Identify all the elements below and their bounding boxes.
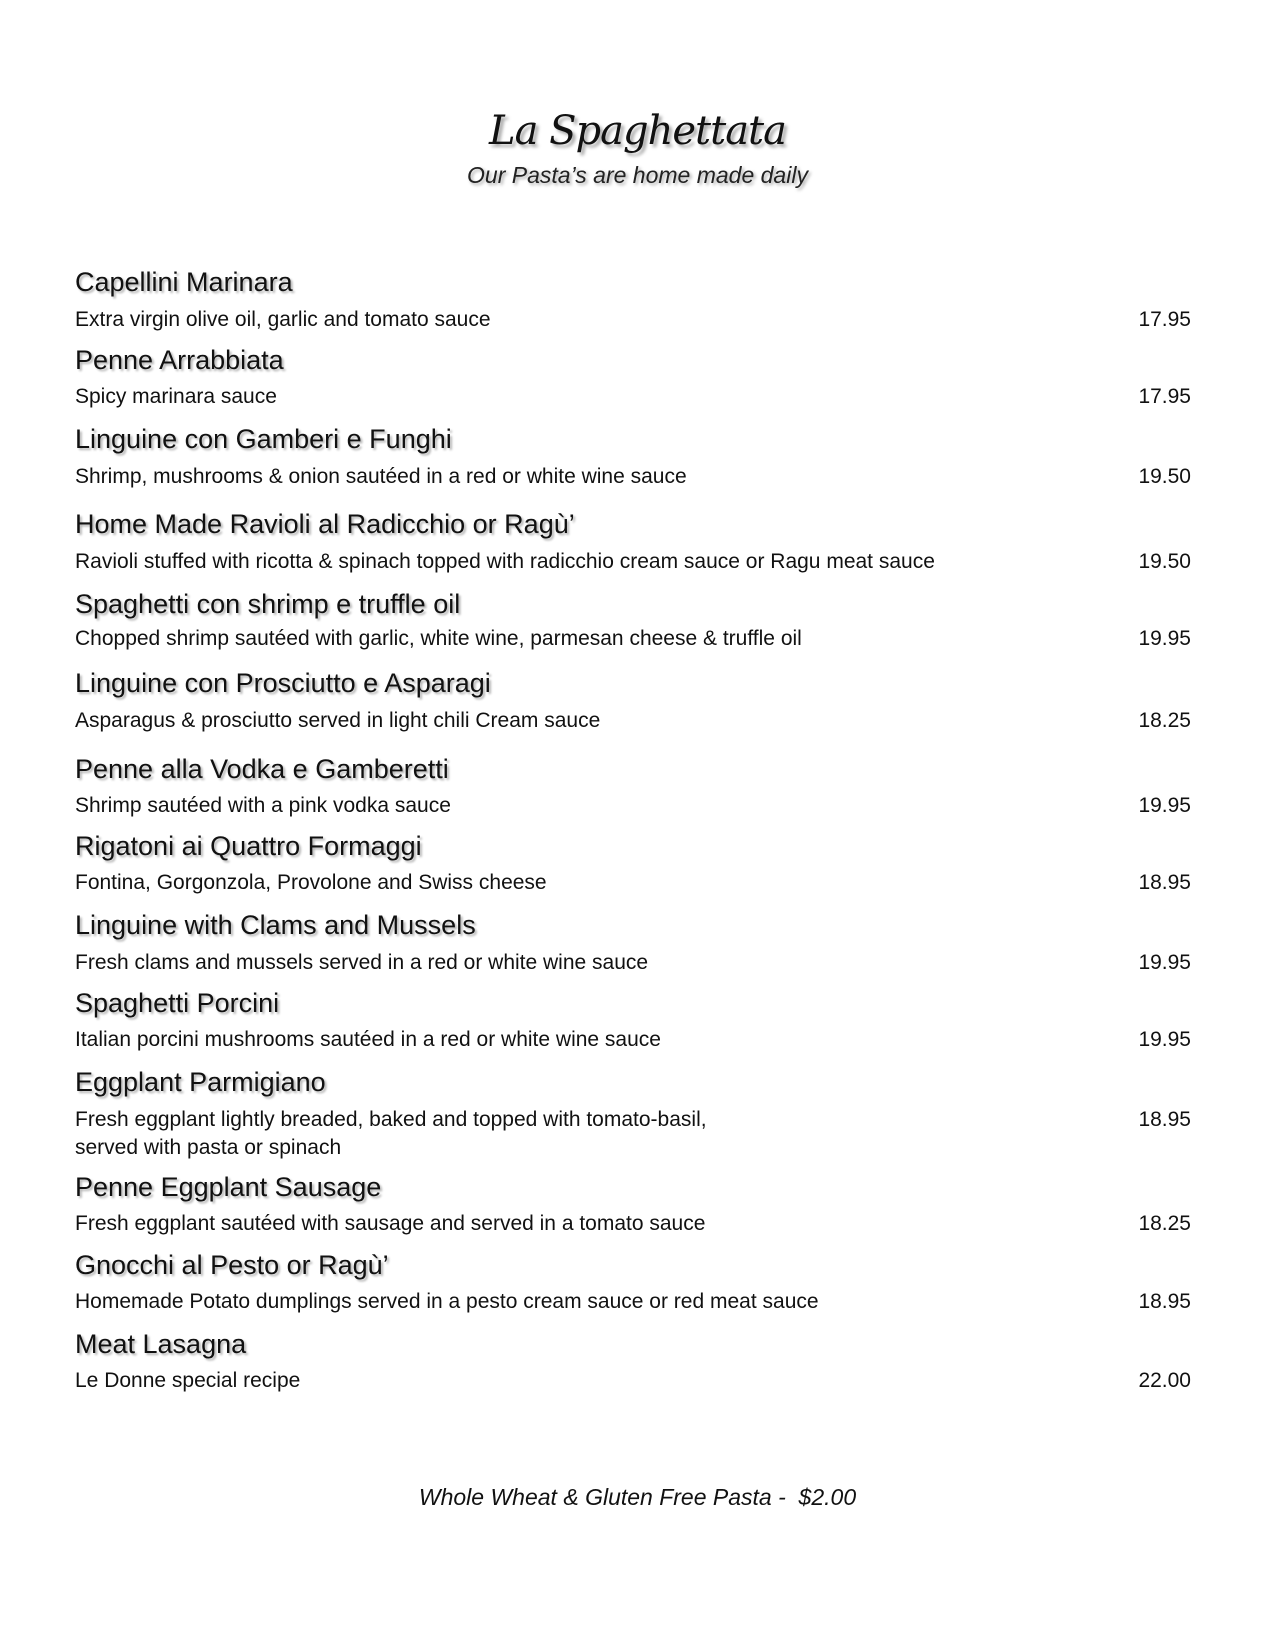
menu-item-name: Eggplant Parmigiano (75, 1067, 326, 1097)
menu-item-description: Fresh clams and mussels served in a red or white wine sauce (75, 951, 649, 974)
menu-item-name: Rigatoni ai Quattro Formaggi (75, 831, 422, 861)
menu-item-price: 22.00 (1138, 1369, 1191, 1392)
menu-item-name: Penne Eggplant Sausage (75, 1172, 382, 1202)
menu-item-description: Extra virgin olive oil, garlic and tomato sauce (75, 308, 491, 331)
menu-item-price: 19.95 (1138, 1028, 1191, 1051)
menu-item-price: 18.25 (1138, 709, 1191, 732)
menu-item-description: Shrimp sautéed with a pink vodka sauce (75, 794, 451, 817)
menu-item-price: 19.50 (1138, 465, 1191, 488)
menu-item-description: served with pasta or spinach (75, 1136, 342, 1159)
menu-item-price: 19.95 (1138, 951, 1191, 974)
menu-item-price: 18.95 (1138, 1290, 1191, 1313)
menu-item-name: Home Made Ravioli al Radicchio or Ragù’ (75, 509, 575, 539)
menu-item-name: Penne Arrabbiata (75, 345, 284, 375)
menu-item-price: 19.95 (1138, 794, 1191, 817)
menu-item-name: Meat Lasagna (75, 1329, 247, 1359)
menu-item-name: Linguine con Gamberi e Funghi (75, 424, 452, 454)
menu-item-description: Spicy marinara sauce (75, 385, 277, 408)
menu-item-name: Linguine con Prosciutto e Asparagi (75, 668, 491, 698)
menu-subtitle: Our Pasta’s are home made daily (467, 162, 808, 188)
menu-item-description: Fresh eggplant lightly breaded, baked and topped with tomato-basil, (75, 1108, 707, 1131)
menu-item-price: 17.95 (1138, 385, 1191, 408)
menu-item-price: 18.25 (1138, 1212, 1191, 1235)
menu-item-description: Fresh eggplant sautéed with sausage and served in a tomato sauce (75, 1212, 706, 1235)
menu-item-price: 18.95 (1138, 1108, 1191, 1131)
menu-item-name: Penne alla Vodka e Gamberetti (75, 754, 449, 784)
menu-item-description: Le Donne special recipe (75, 1369, 301, 1392)
menu-item-price: 17.95 (1138, 308, 1191, 331)
menu-item-name: Spaghetti Porcini (75, 988, 280, 1018)
menu-item-description: Fontina, Gorgonzola, Provolone and Swiss cheese (75, 871, 547, 894)
menu-item-description: Ravioli stuffed with ricotta & spinach topped with radicchio cream sauce or Ragu meat sauce (75, 550, 935, 573)
menu-item-name: Spaghetti con shrimp e truffle oil (75, 589, 461, 619)
menu-item-name: Linguine with Clams and Mussels (75, 910, 476, 940)
menu-item-price: 19.50 (1138, 550, 1191, 573)
footer-note: Whole Wheat & Gluten Free Pasta - $2.00 (418, 1484, 857, 1510)
menu-title: La Spaghettata (489, 108, 786, 154)
menu-item-description: Homemade Potato dumplings served in a pesto cream sauce or red meat sauce (75, 1290, 819, 1313)
menu-item-description: Asparagus & prosciutto served in light chili Cream sauce (75, 709, 601, 732)
menu-item-name: Gnocchi al Pesto or Ragù’ (75, 1250, 389, 1280)
menu-item-description: Shrimp, mushrooms & onion sautéed in a red or white wine sauce (75, 465, 687, 488)
menu-item-description: Chopped shrimp sautéed with garlic, white wine, parmesan cheese & truffle oil (75, 627, 802, 650)
menu-item-price: 19.95 (1138, 627, 1191, 650)
menu-item-name: Capellini Marinara (75, 267, 293, 297)
menu-item-price: 18.95 (1138, 871, 1191, 894)
menu-item-description: Italian porcini mushrooms sautéed in a red or white wine sauce (75, 1028, 661, 1051)
